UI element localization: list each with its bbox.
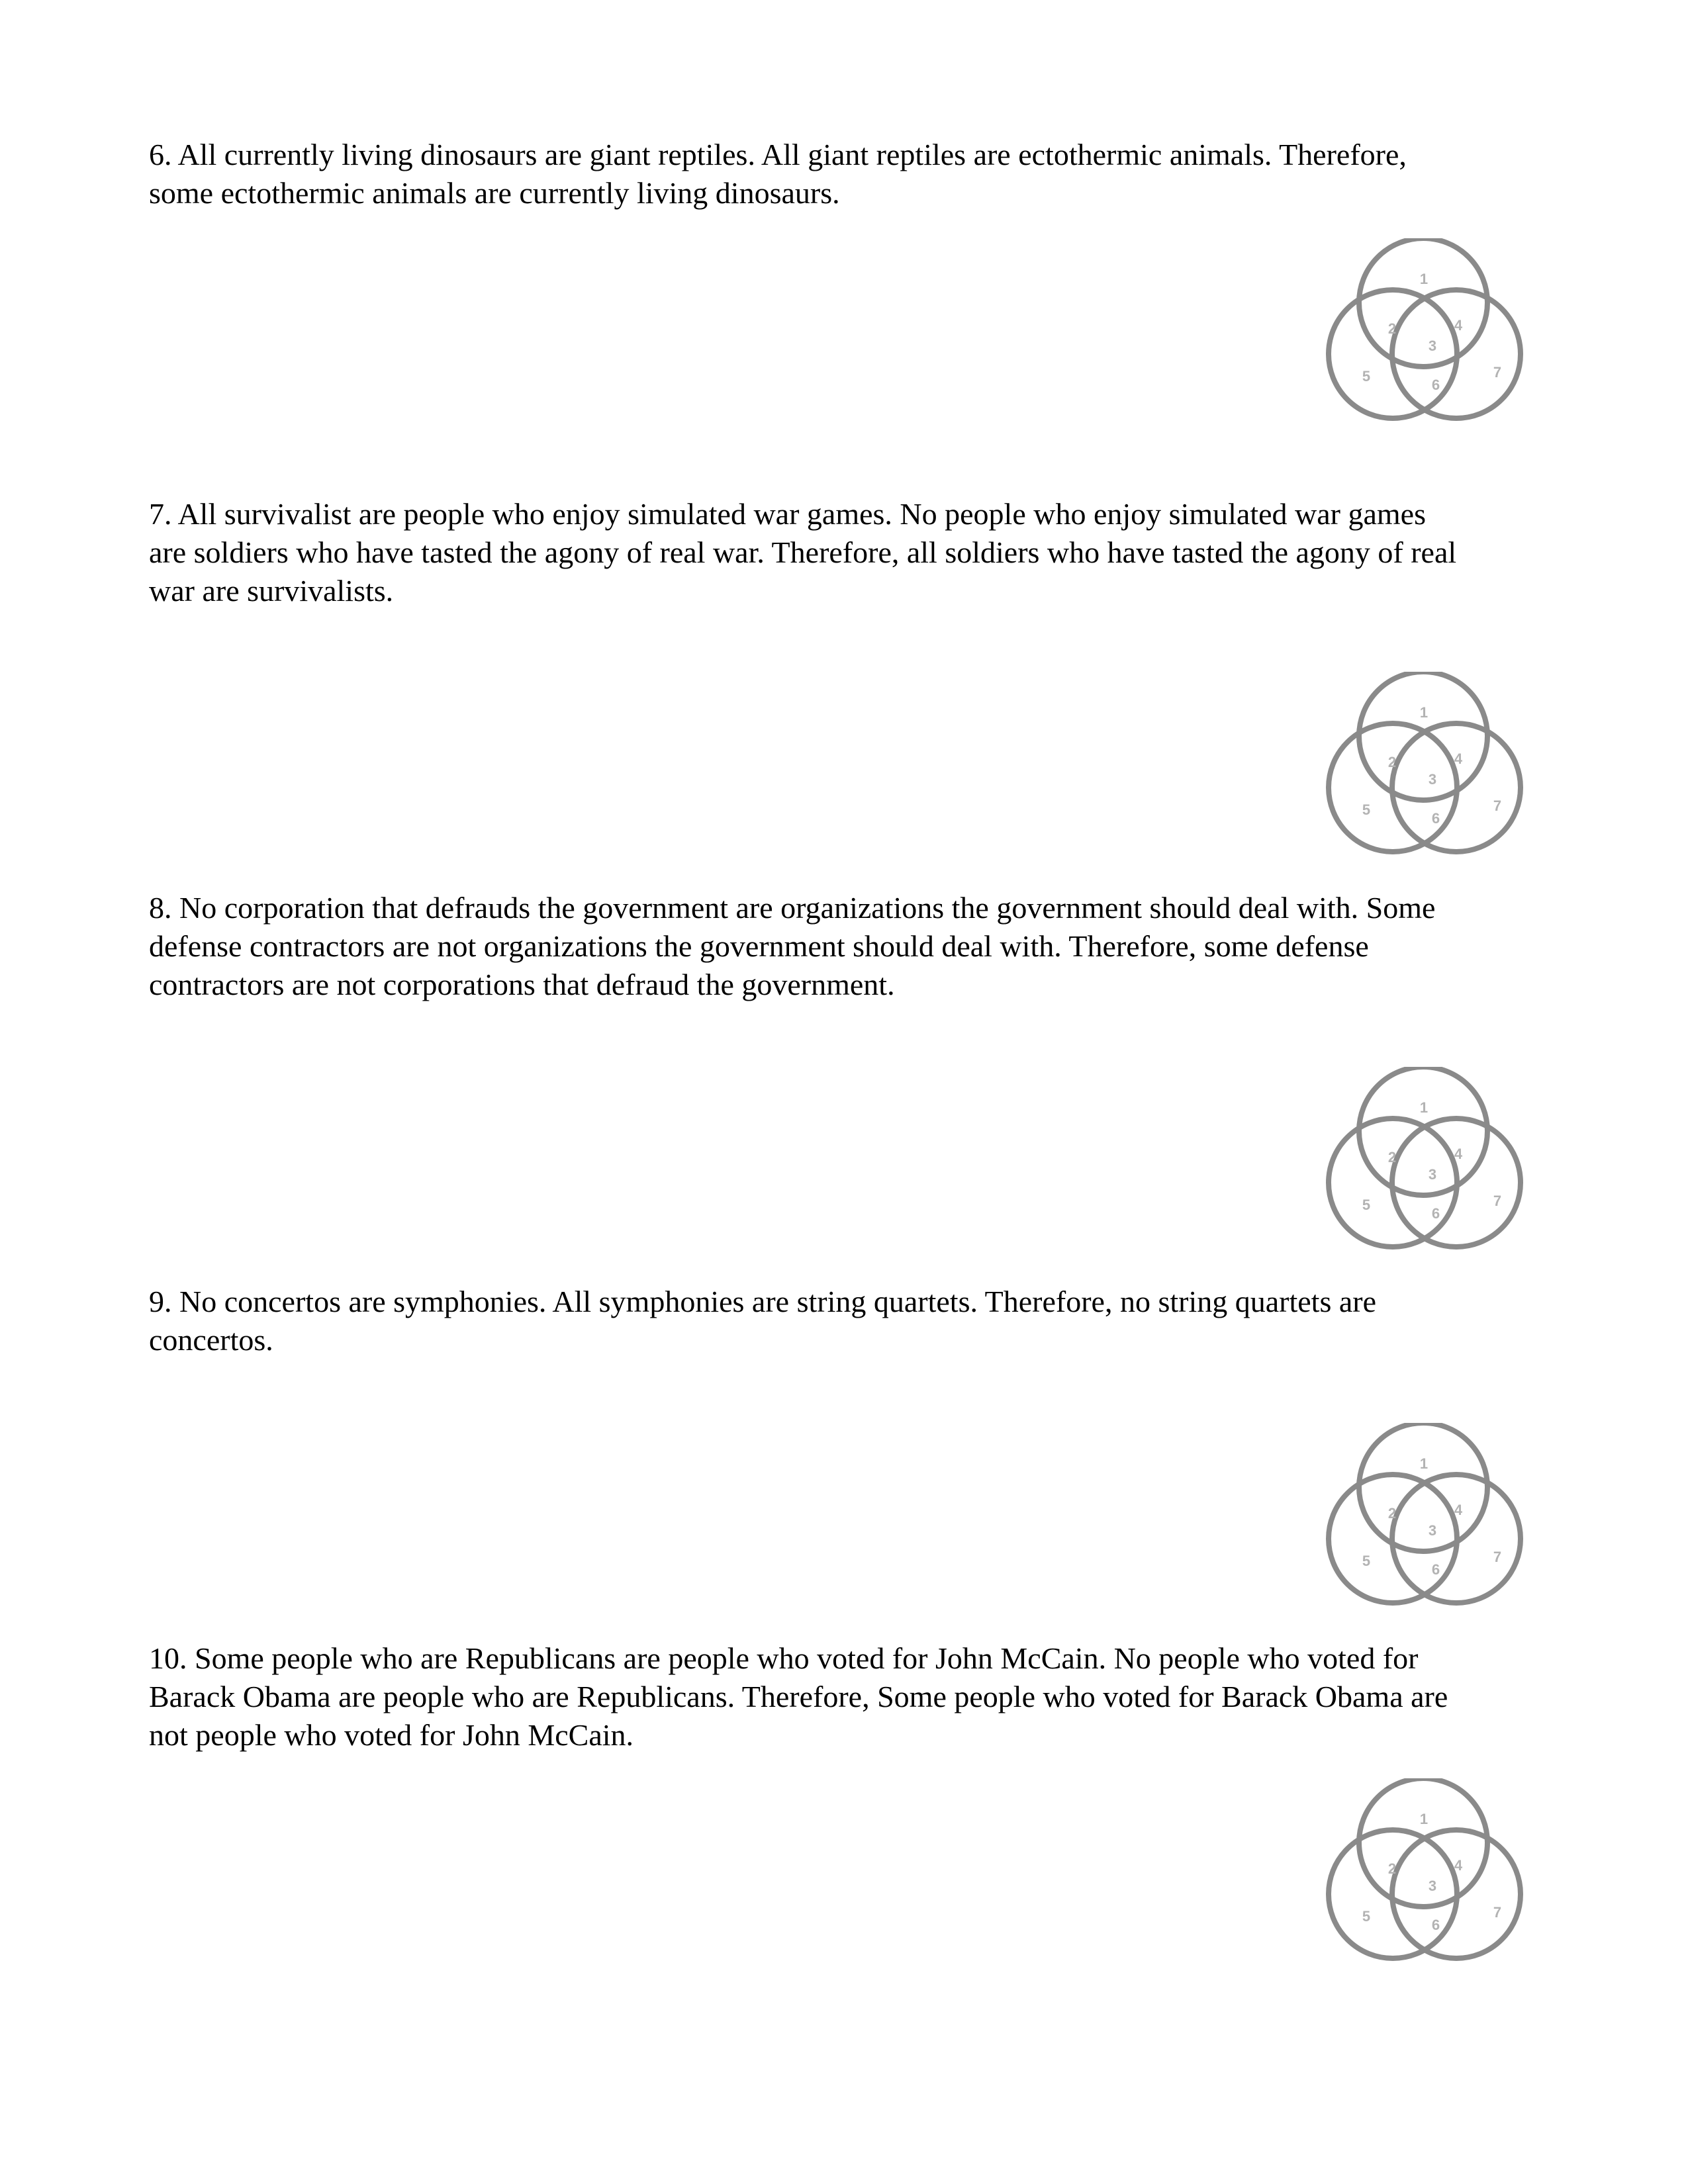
venn-region-label: 7 xyxy=(1493,1192,1502,1209)
venn-region-label: 6 xyxy=(1431,1916,1440,1933)
venn-region-label: 2 xyxy=(1387,1148,1397,1165)
venn-region-label: 5 xyxy=(1362,1552,1371,1569)
venn-region-label: 7 xyxy=(1493,797,1502,814)
problem-6-text: 6. All currently living dinosaurs are giant reptiles. All giant reptiles are ectothermic animals. Therefore, some ectothermic animals are currently living dinosaurs. xyxy=(149,138,1407,210)
venn-diagram-7 xyxy=(1317,672,1542,870)
venn-region-label: 4 xyxy=(1454,750,1463,767)
venn-region-label: 6 xyxy=(1431,1561,1440,1578)
venn-region-label: 2 xyxy=(1387,753,1397,770)
venn-region-label: 6 xyxy=(1431,376,1440,393)
venn-diagram-8 xyxy=(1317,1067,1542,1265)
problem-8-text: 8. No corporation that defrauds the government are organizations the government should deal with. Some defense contractors are not organizations the government should deal with. Therefore, some defense contractors are not corporations that defraud the government. xyxy=(149,891,1436,1001)
venn-region-label: 1 xyxy=(1419,1810,1429,1827)
venn-region-label: 7 xyxy=(1493,1903,1502,1921)
venn-diagram-6 xyxy=(1317,238,1542,437)
venn-region-label: 5 xyxy=(1362,801,1371,818)
venn-region-label: 5 xyxy=(1362,1907,1371,1925)
venn-region-label: 5 xyxy=(1362,367,1371,385)
venn-region-label: 1 xyxy=(1419,704,1429,721)
problem-7-text: 7. All survivalist are people who enjoy simulated war games. No people who enjoy simulated war games are soldiers who have tasted the agony of real war. Therefore, all soldiers who have tasted the agony of real war are survivalists. xyxy=(149,497,1457,608)
venn-region-label: 2 xyxy=(1387,320,1397,337)
venn-region-label: 4 xyxy=(1454,316,1463,334)
venn-circle-top xyxy=(1359,1423,1487,1551)
venn-region-label: 2 xyxy=(1387,1504,1397,1522)
venn-region-label: 3 xyxy=(1428,770,1437,788)
venn-circle-top xyxy=(1359,672,1487,800)
venn-region-label: 2 xyxy=(1387,1860,1397,1877)
venn-circle-top xyxy=(1359,1778,1487,1907)
venn-region-label: 3 xyxy=(1428,337,1437,354)
venn-circle-top xyxy=(1359,238,1487,367)
venn-region-label: 1 xyxy=(1419,270,1429,287)
problem-9-text: 9. No concertos are symphonies. All symphonies are string quartets. Therefore, no string quartets are concertos. xyxy=(149,1285,1376,1357)
venn-region-label: 7 xyxy=(1493,1548,1502,1565)
venn-region-label: 7 xyxy=(1493,363,1502,381)
venn-diagram-9 xyxy=(1317,1423,1542,1621)
venn-region-label: 5 xyxy=(1362,1196,1371,1213)
venn-region-label: 6 xyxy=(1431,1205,1440,1222)
venn-region-label: 4 xyxy=(1454,1856,1463,1874)
venn-region-label: 3 xyxy=(1428,1522,1437,1539)
venn-region-label: 1 xyxy=(1419,1455,1429,1472)
venn-circle-top xyxy=(1359,1067,1487,1195)
venn-region-label: 1 xyxy=(1419,1099,1429,1116)
venn-region-label: 4 xyxy=(1454,1501,1463,1518)
venn-region-label: 3 xyxy=(1428,1165,1437,1183)
venn-diagram-10 xyxy=(1317,1778,1542,1977)
venn-region-label: 3 xyxy=(1428,1877,1437,1894)
problem-10-text: 10. Some people who are Republicans are people who voted for John McCain. No people who voted for Barack Obama are people who are Republicans. Therefore, Some people who voted for Barack Obama are not people who voted for John McCain. xyxy=(149,1641,1448,1752)
venn-region-label: 4 xyxy=(1454,1145,1463,1162)
venn-region-label: 6 xyxy=(1431,809,1440,827)
